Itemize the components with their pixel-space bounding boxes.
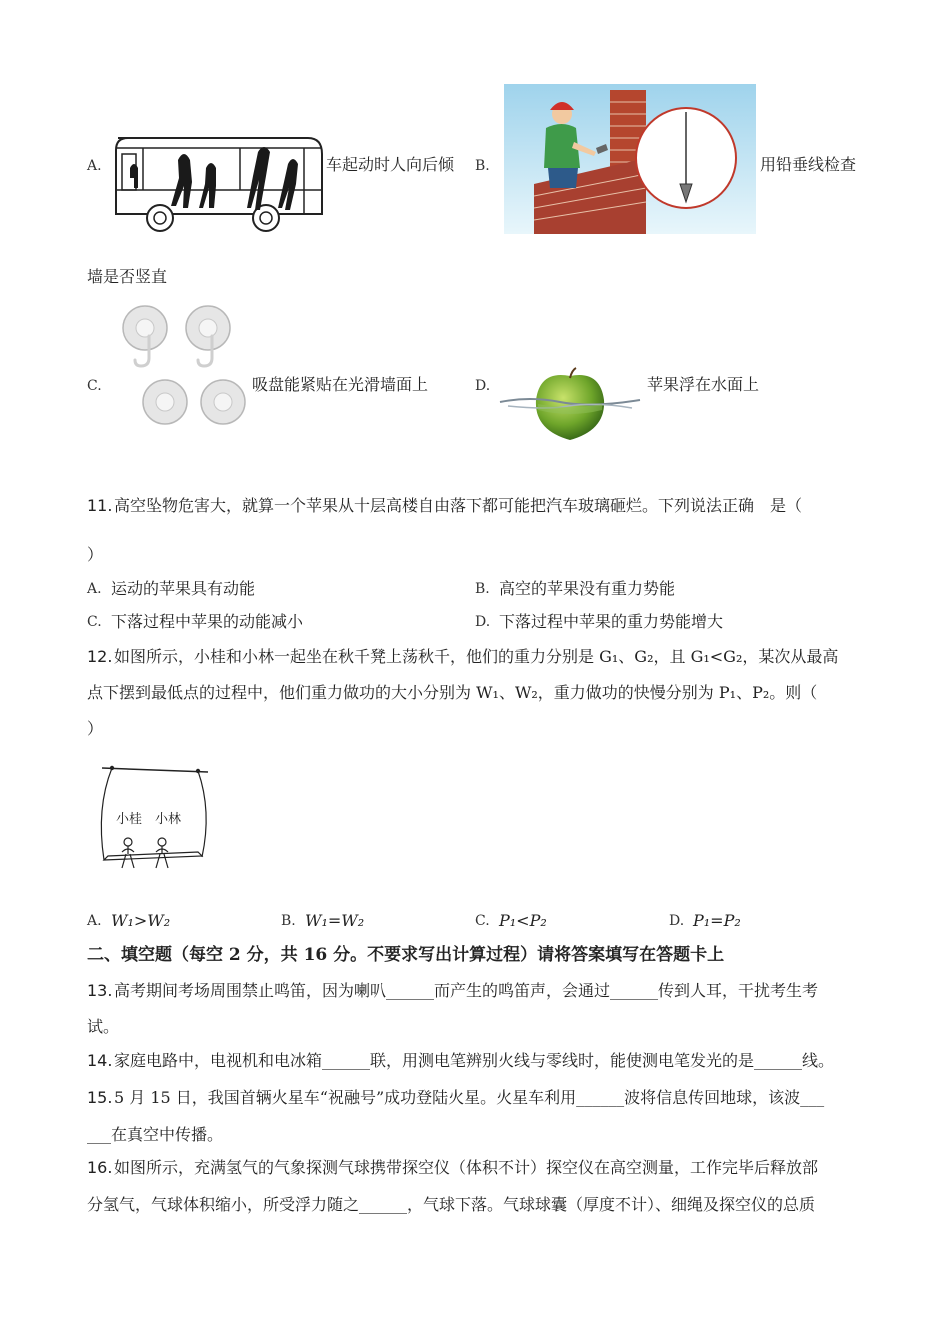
option-text: W₁>W₂: [111, 911, 171, 930]
question-text-line1: 家庭电路中，电视机和电冰箱______联，用测电笔辨别火线与零线时，能使测电笔发光的是______线。: [114, 1051, 835, 1070]
option-label: C.: [87, 614, 102, 630]
question-text-line1: 5 月 15 日，我国首辆火星车“祝融号”成功登陆火星。火星车利用______波将信息传回地球，该波___: [114, 1088, 825, 1107]
option-label: D.: [475, 614, 491, 630]
option-text: W₁=W₂: [305, 911, 365, 930]
option-text: P₁=P₂: [693, 911, 741, 930]
option-label: C.: [87, 378, 102, 394]
option-text: 用铅垂线检查: [760, 155, 857, 174]
suction-cups-illustration: [115, 302, 250, 432]
option-label: B.: [475, 581, 490, 597]
option-text: P₁<P₂: [499, 911, 547, 930]
question-number: 14.: [87, 1051, 113, 1070]
option-text: 下落过程中苹果的重力势能增大: [499, 612, 724, 631]
question-stem-end: ）: [87, 545, 104, 564]
option-label: A.: [87, 913, 102, 929]
option-label: B.: [281, 913, 296, 929]
question-text-line2: ___在真空中传播。: [87, 1125, 224, 1144]
option-text: 苹果浮在水面上: [647, 375, 760, 394]
figure-label-xiaolin: 小林: [155, 812, 182, 827]
question-text-line2: 试。: [87, 1017, 120, 1036]
apple-floating-illustration: [498, 368, 643, 448]
question-stem-line2: 点下摆到最低点的过程中，他们重力做功的大小分别为 W₁、W₂，重力做功的快慢分别为 P₁、P₂。则（: [87, 683, 818, 702]
option-text: 车起动时人向后倾: [326, 155, 455, 174]
question-stem-end: ）: [87, 719, 104, 738]
option-label: A.: [87, 158, 102, 174]
option-label: B.: [475, 158, 490, 174]
question-text-line2: 分氢气，气球体积缩小，所受浮力随之______，气球下落。气球球囊（厚度不计）、细绳及探空仪的总质: [87, 1195, 816, 1214]
option-label: D.: [475, 378, 491, 394]
question-number: 13.: [87, 981, 113, 1000]
option-text: 下落过程中苹果的动能减小: [111, 612, 304, 631]
option-text-continued: 墙是否竖直: [87, 267, 168, 286]
question-number: 12.: [87, 647, 113, 666]
option-text: 吸盘能紧贴在光滑墙面上: [252, 375, 429, 394]
question-stem-line1: 如图所示，小桂和小林一起坐在秋千凳上荡秋千，他们的重力分别是 G₁、G₂，且 G₁<G₂，某次从最高: [114, 647, 839, 666]
bus-illustration: [108, 130, 326, 240]
option-text: 高空的苹果没有重力势能: [499, 579, 676, 598]
question-text-line1: 如图所示，充满氢气的气象探测气球携带探空仪（体积不计）探空仪在高空测量，工作完毕后释放部: [114, 1158, 819, 1177]
question-number: 16.: [87, 1158, 113, 1177]
question-stem: 高空坠物危害大，就算一个苹果从十层高楼自由落下都可能把汽车玻璃砸烂。下列说法正确 是（: [114, 496, 803, 515]
option-label: C.: [475, 913, 490, 929]
question-number: 15.: [87, 1088, 113, 1107]
figure-label-xiaogui: 小桂: [116, 812, 143, 827]
option-text: 运动的苹果具有动能: [111, 579, 256, 598]
option-label: A.: [87, 581, 102, 597]
question-text-line1: 高考期间考场周围禁止鸣笛，因为喇叭______而产生的鸣笛声，会通过______传到人耳，干扰考生考: [114, 981, 819, 1000]
question-number: 11.: [87, 496, 113, 515]
section-heading: 二、填空题（每空 2 分，共 16 分。不要求写出计算过程）请将答案填写在答题卡上: [87, 945, 725, 965]
option-label: D.: [669, 913, 685, 929]
plumb-line-wall-illustration: [504, 84, 756, 234]
